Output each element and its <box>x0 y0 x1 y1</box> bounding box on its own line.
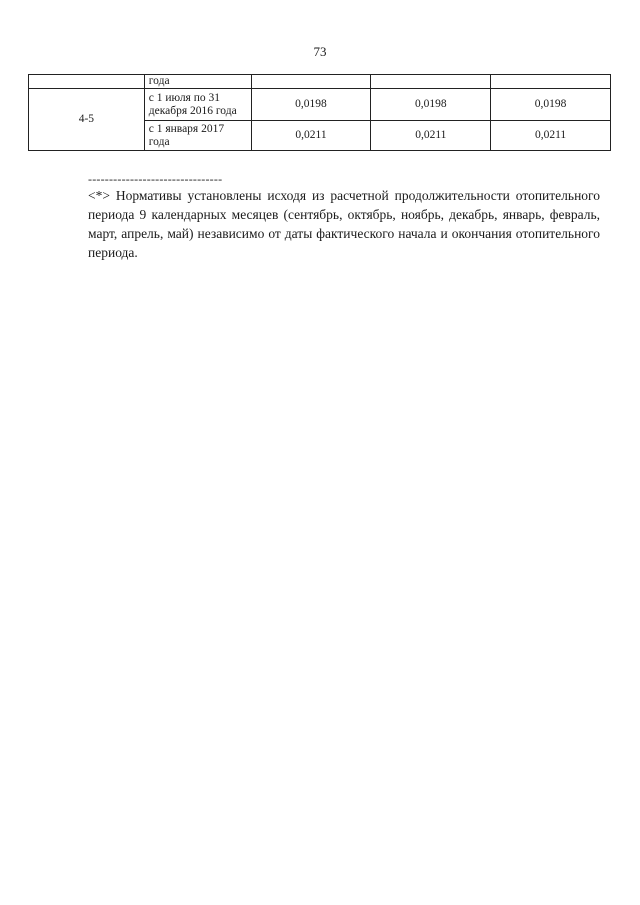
footnote-separator: -------------------------------- <box>88 172 223 186</box>
norms-table <box>28 74 611 151</box>
value-cell: 0,0198 <box>371 89 491 121</box>
group-cell: 4-5 <box>29 89 145 151</box>
value-cell: 0,0198 <box>251 89 371 121</box>
table-row <box>29 89 611 121</box>
value-cell: 0,0198 <box>491 89 611 121</box>
value-cell: 0,0211 <box>491 121 611 151</box>
period-cell: с 1 января 2017 года <box>144 121 251 151</box>
table-cell <box>371 75 491 89</box>
value-cell: 0,0211 <box>251 121 371 151</box>
period-cell: с 1 июля по 31 декабря 2016 года <box>144 89 251 121</box>
table-cell <box>251 75 371 89</box>
table-row <box>29 75 611 89</box>
table-cell <box>29 75 145 89</box>
period-cell: года <box>144 75 251 89</box>
value-cell: 0,0211 <box>371 121 491 151</box>
page-number: 73 <box>313 44 327 59</box>
footnote-text: <*> Нормативы установлены исходя из расчетной продолжительности отопительного периода 9 календарных месяцев (сентябрь, октябрь, ноябрь, декабрь, январь, февраль, март, апрель, май) независимо от даты фактического начала и окончания отопительного периода. <box>88 188 600 260</box>
table-cell <box>491 75 611 89</box>
